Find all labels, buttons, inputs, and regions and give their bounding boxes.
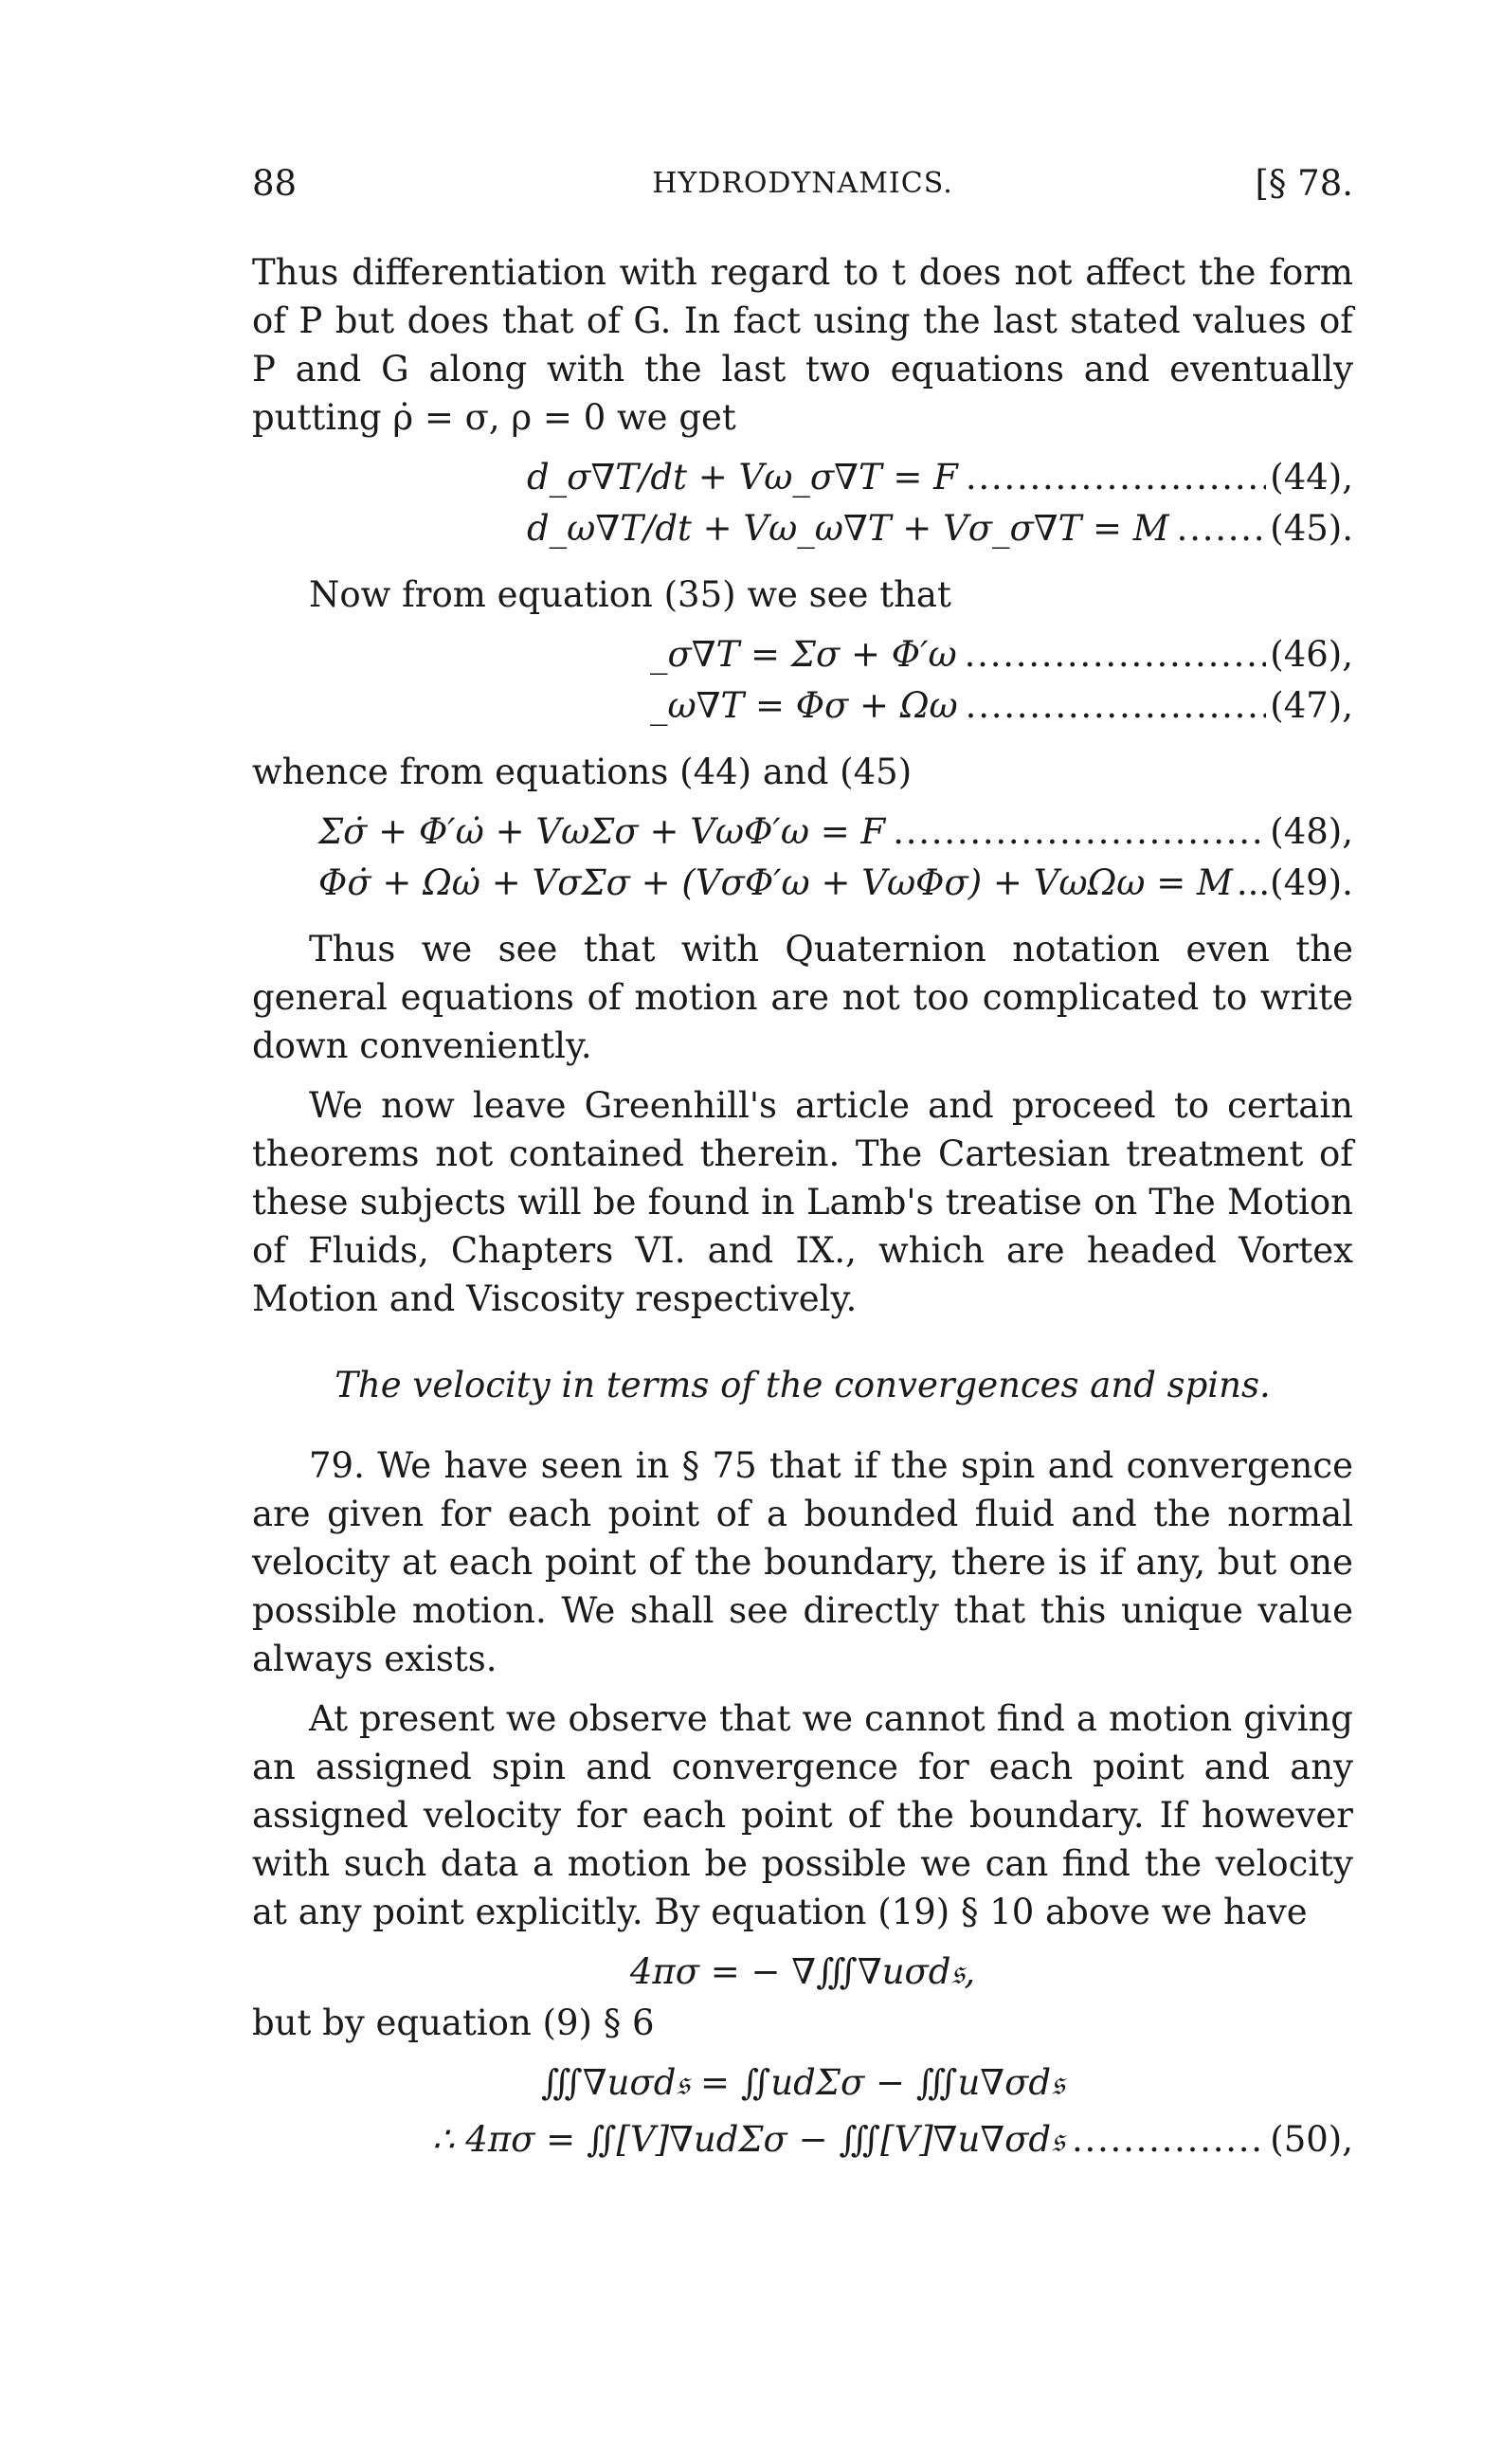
paragraph-2: Now from equation (35) we see that	[309, 574, 951, 615]
equation-4pi-sigma: 4πσ = − ∇∭∇uσd𝔰,	[629, 1951, 976, 1992]
paragraph-6: 79. We have seen in § 75 that if the spin and convergence are given for each point of a bounded fluid and the normal velocity at each point of the boundary, there is if any, but one possible motion. We shall see directly that this unique value always exists.	[252, 1445, 1353, 1679]
equation-45: d_ω∇T/dt + Vω_ω∇T + Vσ_σ∇T = M . . . (45).	[527, 504, 1353, 555]
paragraph-5: We now leave Greenhill's article and proceed to certain theorems not contained therein. The Cartesian treatment of these subjects will be found in Lamb's treatise on The Motion of Fluids, Chapters VI. and IX., which are headed Vortex Motion and Viscosity respectively.	[252, 1085, 1353, 1319]
running-title: HYDRODYNAMICS.	[652, 167, 953, 200]
paragraph-1: Thus differentiation with regard to t does not affect the form of P but does that of G. In fact using the last stated values of P and G along with the last two equations and eventually putting ρ̇ = σ, ρ = 0 we get	[252, 252, 1353, 438]
equation-50-block	[252, 2115, 1353, 2166]
equation-46: _σ∇T = Σσ + Φ′ω . . . (46),	[650, 630, 1353, 681]
section-caption: The velocity in terms of the convergences and spins.	[335, 1365, 1271, 1405]
page-number: 88	[252, 163, 298, 204]
equations-44-45	[252, 453, 1353, 555]
equation-50: ∴ 4πσ = ∬[V]∇udΣσ − ∭[V]∇u∇σd𝔰 . . . (50),	[432, 2115, 1353, 2166]
paragraph-4: Thus we see that with Quaternion notation even the general equations of motion are not too complicated to write down conveniently.	[252, 929, 1353, 1066]
equation-44: d_σ∇T/dt + Vω_σ∇T = F . . . (44),	[527, 453, 1353, 504]
paragraph-8: but by equation (9) § 6	[252, 2002, 655, 2043]
equation-47: _ω∇T = Φσ + Ωω . . . (47),	[650, 681, 1353, 733]
section-marker: [§ 78.	[1255, 163, 1353, 204]
equation-48: Σσ̇ + Φ′ω̇ + VωΣσ + VωΦ′ω = F . . . (48),	[318, 807, 1353, 859]
paragraph-7: At present we observe that we cannot find a motion giving an assigned spin and convergence for each point and any assigned velocity for each point of the boundary. If however with such data a motion be possible we can find the velocity at any point explicitly. By equation (19) § 10 above we have	[252, 1698, 1353, 1932]
page-body	[252, 248, 1353, 2182]
running-header	[252, 163, 1353, 210]
equation-49: Φσ̇ + Ωω̇ + VσΣσ + (VσΦ′ω + VωΦσ) + VωΩω = M ...(49).	[318, 862, 1353, 903]
equations-48-49	[252, 807, 1353, 910]
equation-triple-integral: ∭∇uσd𝔰 = ∬udΣσ − ∭u∇σd𝔰	[541, 2062, 1064, 2103]
equations-46-47	[252, 630, 1353, 733]
paragraph-3: whence from equations (44) and (45)	[252, 752, 913, 792]
